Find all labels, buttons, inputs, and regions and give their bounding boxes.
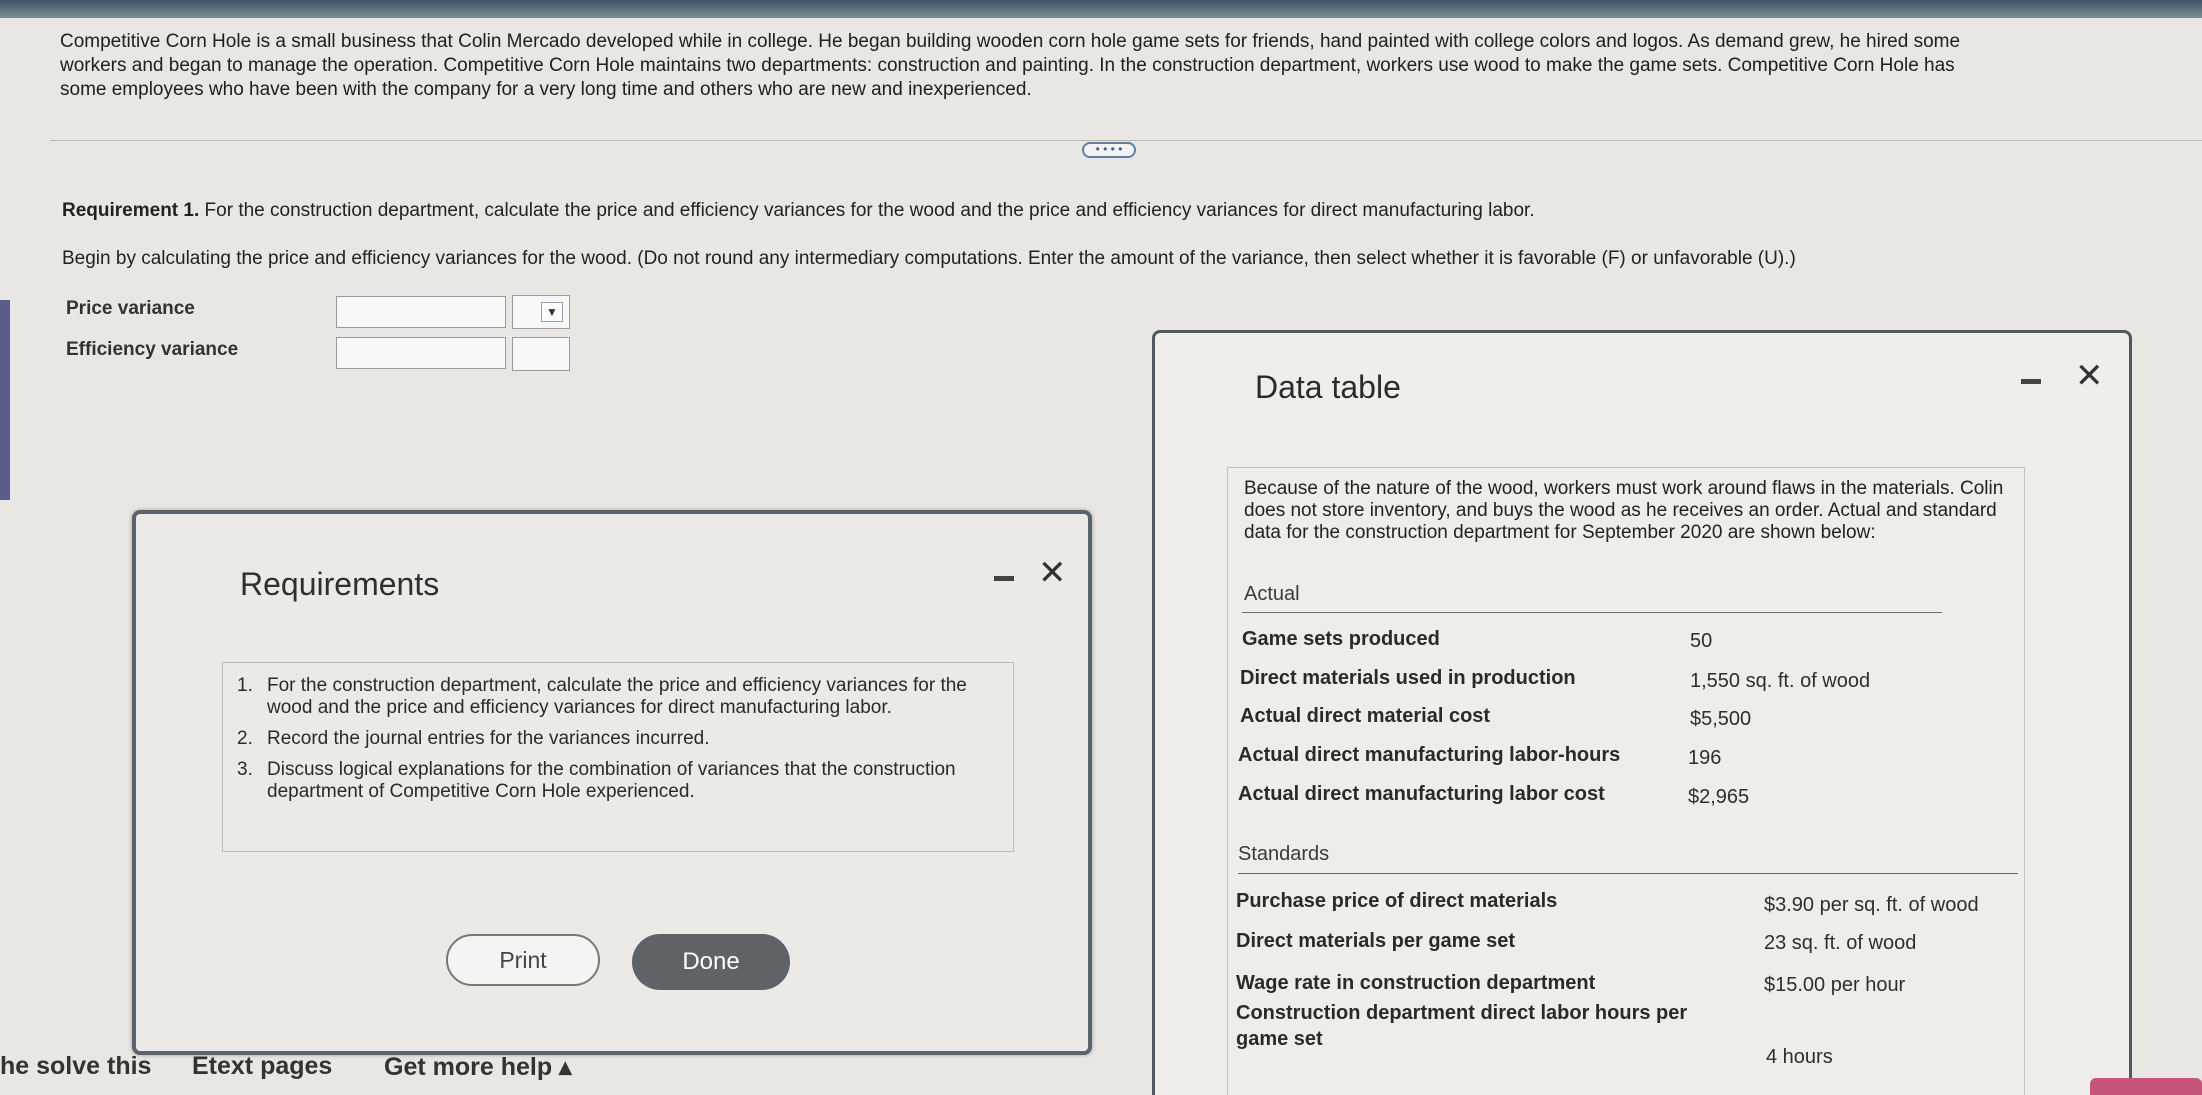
requirements-title: Requirements (240, 566, 440, 602)
data-table (1227, 467, 2025, 1095)
help-me-solve-this-link[interactable]: he solve this (0, 1052, 152, 1080)
table-row-label: Purchase price of direct materials (1236, 890, 1558, 912)
table-row-value: 50 (1690, 630, 1713, 652)
list-item-text: For the construction department, calculate the price and efficiency variances for the wood and the price and efficiency variances for direct manufacturing labor. (267, 675, 967, 718)
efficiency-variance-label: Efficiency variance (66, 339, 239, 360)
table-row-value: 1,550 sq. ft. of wood (1690, 670, 1871, 692)
etext-pages-link[interactable]: Etext pages (192, 1052, 333, 1080)
minimize-icon[interactable] (994, 576, 1014, 581)
list-item-text: Record the journal entries for the variances incurred. (267, 728, 710, 749)
list-item-number: 1. (237, 675, 253, 696)
table-row-value: 4 hours (1766, 1046, 1833, 1068)
data-table-modal (1152, 330, 2132, 1095)
list-item-number: 2. (237, 728, 253, 749)
table-row-label: Wage rate in construction department (1236, 972, 1596, 994)
price-variance-input[interactable] (336, 296, 506, 328)
table-row-label: Actual direct manufacturing labor cost (1238, 783, 1605, 805)
table-row-value: $3.90 per sq. ft. of wood (1764, 894, 1979, 916)
data-table-title: Data table (1255, 369, 1401, 405)
problem-intro (60, 30, 2202, 102)
table-row-value: 23 sq. ft. of wood (1764, 932, 1917, 954)
price-variance-fu-select[interactable] (512, 295, 570, 329)
actual-section-label: Actual (1244, 583, 1300, 605)
expand-more-button[interactable]: • • • • (1082, 142, 1136, 158)
table-row-label: Game sets produced (1242, 628, 1440, 650)
done-button[interactable]: Done (632, 934, 790, 990)
section-rule (1238, 873, 2018, 874)
get-more-help-link[interactable]: Get more help ▴ (384, 1053, 572, 1081)
bottom-right-tab (2090, 1078, 2202, 1095)
efficiency-variance-fu-select[interactable] (512, 337, 570, 371)
minimize-icon[interactable] (2021, 379, 2041, 384)
list-item-number: 3. (237, 759, 253, 780)
table-row-label: Actual direct manufacturing labor-hours (1238, 744, 1621, 766)
left-edge-panel (0, 300, 10, 500)
efficiency-variance-input[interactable] (336, 337, 506, 369)
requirements-list (222, 662, 1014, 852)
intro-line: Competitive Corn Hole is a small business that Colin Mercado developed while in college. He began building wooden corn hole game sets for friends, hand painted with college colors and logos. As demand grew, he hired some (60, 31, 1961, 52)
list-item (237, 728, 999, 750)
chevron-down-icon[interactable]: ▼ (541, 302, 563, 322)
list-item-text: Discuss logical explanations for the combination of variances that the construction department of Competitive Corn Hole experienced. (267, 759, 956, 802)
close-icon[interactable]: ✕ (1038, 554, 1067, 592)
table-row-label: Direct materials per game set (1236, 930, 1516, 952)
table-row-value: $5,500 (1690, 708, 1752, 730)
table-row-value: 196 (1688, 747, 1722, 769)
section-rule (1242, 612, 1942, 613)
print-button[interactable]: Print (446, 934, 600, 986)
requirements-modal (132, 510, 1092, 1055)
table-row-label: Direct materials used in production (1240, 667, 1576, 689)
requirement-1-heading: Requirement 1. (62, 200, 200, 221)
price-variance-label: Price variance (66, 298, 195, 319)
list-item (237, 759, 999, 803)
top-window-bar (0, 0, 2202, 18)
intro-line: some employees who have been with the company for a very long time and others who are new and inexperienced. (60, 79, 1032, 100)
requirement-1-instruction (62, 200, 1535, 222)
requirement-1-text: For the construction department, calculate the price and efficiency variances for the wood and the price and efficiency variances for direct manufacturing labor. (199, 200, 1535, 221)
close-icon[interactable]: ✕ (2075, 357, 2104, 395)
table-row-label: Actual direct material cost (1240, 705, 1491, 727)
list-item (237, 675, 999, 719)
data-table-intro: Because of the nature of the wood, workers must work around flaws in the materials. Colin does not store inventory, and buys the wood as he receives an order. Actual and standard data for the construction department for September 2020 are shown below: (1244, 478, 2004, 543)
section-divider (50, 140, 2202, 141)
table-row-value: $2,965 (1688, 786, 1750, 808)
requirement-1-subtext: Begin by calculating the price and efficiency variances for the wood. (Do not round any intermediary computations. Enter the amount of the variance, then select whether it is favorable (F) or unfavorable (U).) (62, 248, 1796, 269)
standards-section-label: Standards (1238, 843, 1330, 865)
table-row-value: $15.00 per hour (1764, 974, 1906, 996)
intro-line: workers and began to manage the operation. Competitive Corn Hole maintains two departments: construction and painting. In the construction department, workers use wood to make the game sets. Competitive Corn Hole has (60, 55, 1955, 76)
table-row-label: Construction department direct labor hours per game set (1236, 1002, 1688, 1050)
